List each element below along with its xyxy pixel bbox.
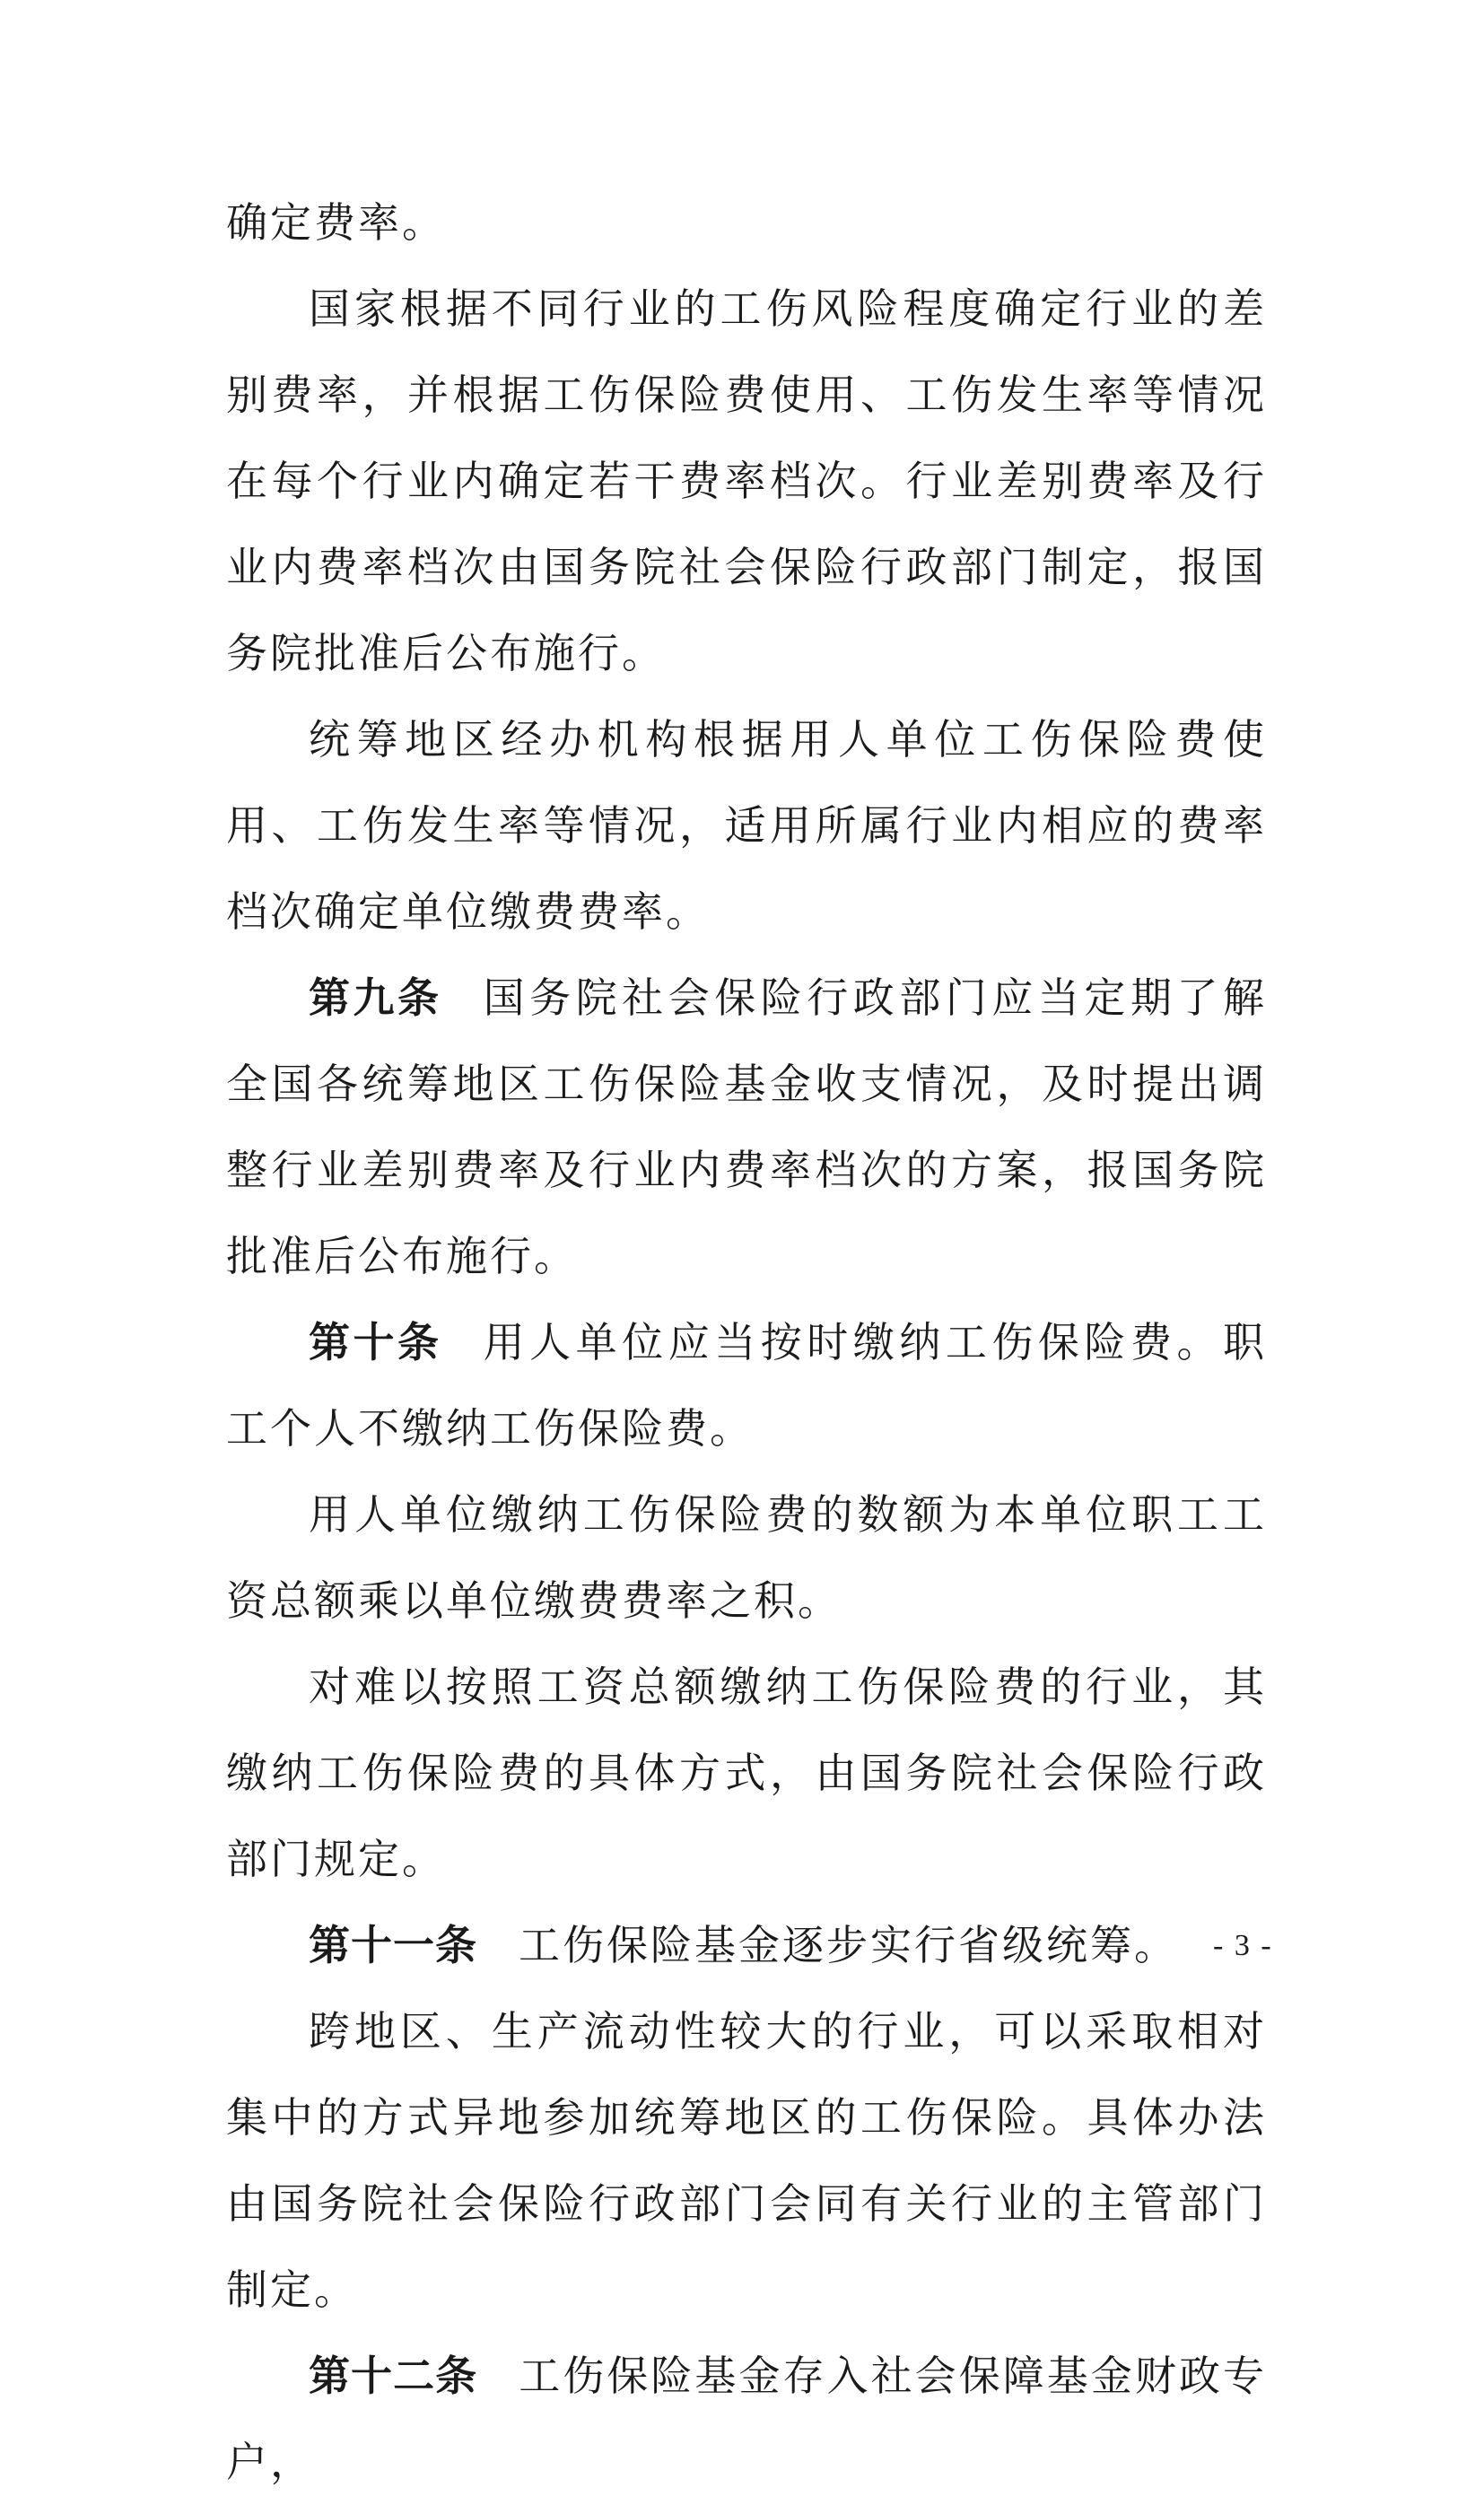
article-heading: 第十一条 xyxy=(309,1921,477,1969)
paragraph-1 xyxy=(226,179,1267,266)
paragraph-text: 用人单位缴纳工伤保险费的数额为本单位职工工资总额乘以单位缴费费率之积。 xyxy=(226,1490,1267,1625)
paragraph-3 xyxy=(226,696,1267,955)
paragraph-text: 确定费率。 xyxy=(226,198,446,247)
document-body xyxy=(226,179,1267,2505)
paragraph-text: 对难以按照工资总额缴纳工伤保险费的行业，其缴纳工伤保险费的具体方式，由国务院社会保险行政部门规定。 xyxy=(226,1663,1267,1883)
paragraph-9 xyxy=(226,1988,1267,2333)
paragraph-7 xyxy=(226,1644,1267,1902)
article-10 xyxy=(226,1299,1267,1471)
paragraph-text: 国务院社会保险行政部门应当定期了解全国各统筹地区工伤保险基金收支情况，及时提出调整行业差别费率及行业内费率档次的方案，报国务院批准后公布施行。 xyxy=(226,973,1268,1280)
paragraph-text: 统筹地区经办机构根据用人单位工伤保险费使用、工伤发生率等情况，适用所属行业内相应的费率档次确定单位缴费费率。 xyxy=(226,715,1267,936)
article-12 xyxy=(226,2333,1267,2505)
article-11 xyxy=(226,1902,1267,1988)
article-heading: 第十条 xyxy=(309,1318,442,1366)
paragraph-text: 工伤保险基金存入社会保障基金财政专户， xyxy=(226,2352,1268,2486)
paragraph-6 xyxy=(226,1471,1267,1644)
article-heading: 第十二条 xyxy=(309,2352,478,2400)
paragraph-text: 工伤保险基金逐步实行省级统筹。 xyxy=(519,1921,1178,1969)
paragraph-2 xyxy=(226,266,1267,696)
paragraph-text: 用人单位应当按时缴纳工伤保险费。职工个人不缴纳工伤保险费。 xyxy=(226,1318,1268,1453)
page-number: - 3 - xyxy=(1213,1929,1273,1962)
article-heading: 第九条 xyxy=(309,973,442,1022)
article-9 xyxy=(226,955,1267,1299)
paragraph-text: 国家根据不同行业的工伤风险程度确定行业的差别费率，并根据工伤保险费使用、工伤发生率等情况在每个行业内确定若干费率档次。行业差别费率及行业内费率档次由国务院社会保险行政部门制定，报国务院批准后公布施行。 xyxy=(226,284,1267,677)
paragraph-text: 跨地区、生产流动性较大的行业，可以采取相对集中的方式异地参加统筹地区的工伤保险。具体办法由国务院社会保险行政部门会同有关行业的主管部门制定。 xyxy=(226,2007,1267,2314)
